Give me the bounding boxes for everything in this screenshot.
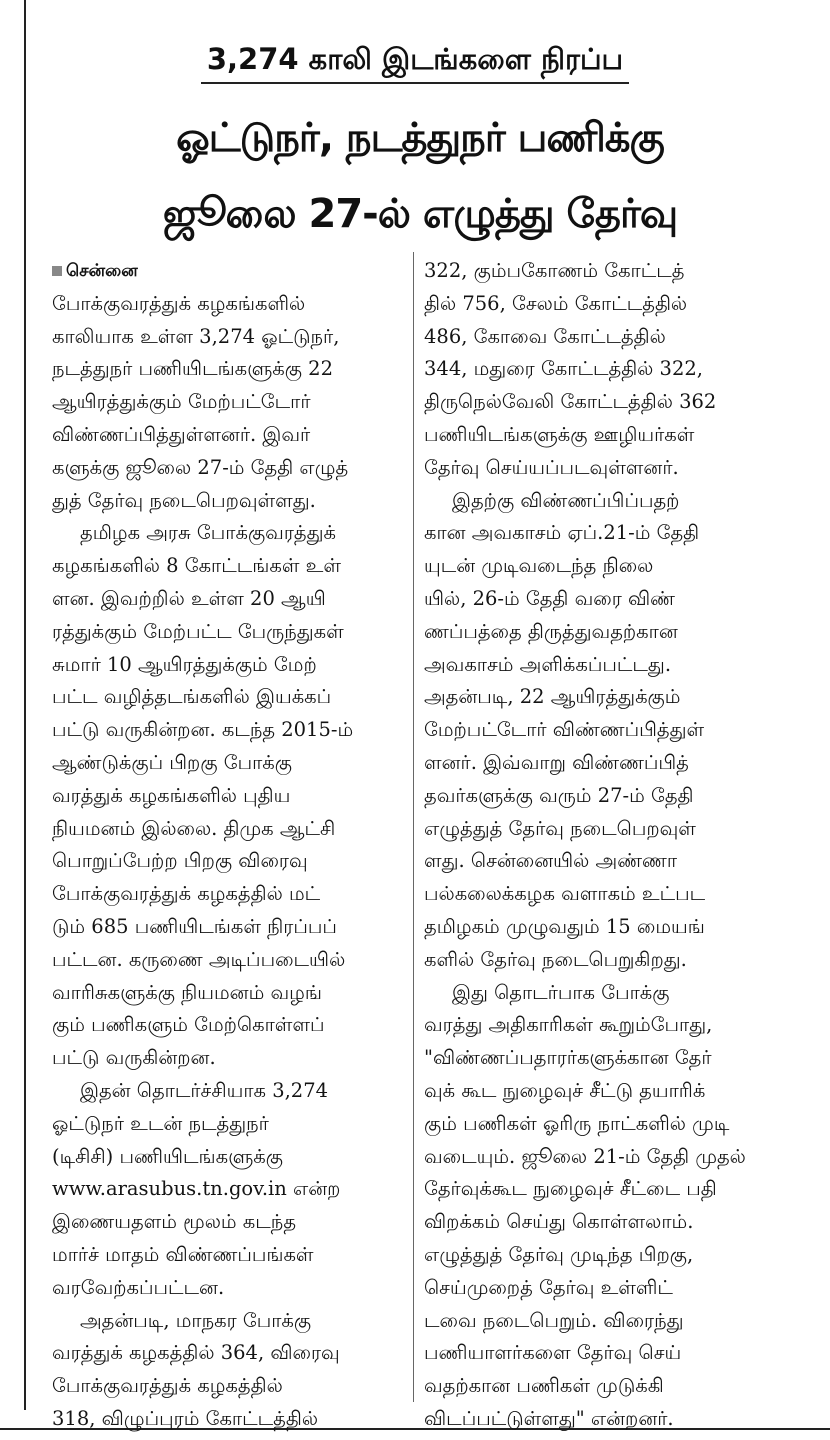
headline <box>30 100 810 252</box>
article-line: இதன் தொடர்ச்சியாக 3,274 <box>80 1078 329 1102</box>
article-line: பட்டு வருகின்றன. கடந்த 2015-ம் <box>52 718 354 742</box>
article-line: வரத்து அதிகாரிகள் கூறும்போது, <box>424 1013 713 1037</box>
left-column-body <box>52 288 404 1436</box>
article-line: ஆயிரத்துக்கும் மேற்பட்டோர் <box>52 390 311 414</box>
dateline <box>52 255 404 288</box>
article-line: பொறுப்பேற்ற பிறகு விரைவு <box>52 849 308 873</box>
article-line: தேர்வுக்கூட நுழைவுச் சீட்டை பதி <box>424 1177 717 1201</box>
article-line: பட்ட வழித்தடங்களில் இயக்கப் <box>52 685 332 709</box>
article-line: கும் பணிகளும் மேற்கொள்ளப் <box>52 1013 325 1037</box>
article-line: வரவேற்கப்பட்டன. <box>52 1275 225 1299</box>
article-line: ணப்பத்தை திருத்துவதற்கான <box>424 619 678 643</box>
article-line: திருநெல்வேலி கோட்டத்தில் 362 <box>424 390 717 414</box>
article-line: வரத்துக் கழகங்களில் புதிய <box>52 783 291 807</box>
kicker-container <box>0 36 830 84</box>
left-border-rule <box>24 0 26 1410</box>
article-line: போக்குவரத்துக் கழகத்தில் மட் <box>52 882 321 906</box>
article-line: மார்ச் மாதம் விண்ணப்பங்கள் <box>52 1242 314 1266</box>
article-line: பல்கலைக்கழக வளாகம் உட்பட <box>424 882 706 906</box>
article-line: யில், 26-ம் தேதி வரை விண் <box>424 586 675 610</box>
right-column-body <box>424 255 788 1436</box>
article-line: விறக்கம் செய்து கொள்ளலாம். <box>424 1210 694 1234</box>
article-line: துத் தேர்வு நடைபெறவுள்ளது. <box>52 488 316 512</box>
article-line: தேர்வு செய்யப்படவுள்ளனர். <box>424 455 679 479</box>
article-line: பணியாளர்களை தேர்வு செய் <box>424 1341 682 1365</box>
article-line: களில் தேர்வு நடைபெறுகிறது. <box>424 947 687 971</box>
article-line: வடையும். ஜூலை 21-ம் தேதி முதல் <box>424 1144 746 1168</box>
article-line: யுடன் முடிவடைந்த நிலை <box>424 554 654 578</box>
dateline-text: சென்னை <box>66 261 138 281</box>
article-line: தவர்களுக்கு வரும் 27-ம் தேதி <box>424 783 694 807</box>
article-column-right <box>424 255 788 1436</box>
article-line: விடப்பட்டுள்ளது" என்றனர். <box>424 1406 674 1430</box>
article-line: தமிழக அரசு போக்குவரத்துக் <box>80 521 336 545</box>
article-line: 318, விழுப்புரம் கோட்டத்தில் <box>52 1406 319 1430</box>
article-line: அதன்படி, மாநகர போக்கு <box>80 1308 312 1332</box>
article-line: அதன்படி, 22 ஆயிரத்துக்கும் <box>424 685 681 709</box>
article-line: கும் பணிகள் ஓரிரு நாட்களில் முடி <box>424 1111 730 1135</box>
article-line: ரத்துக்கும் மேற்பட்ட பேருந்துகள் <box>52 619 344 643</box>
headline-line: ஜூலை 27-ல் எழுத்து தேர்வு <box>162 191 678 237</box>
article-line: பணியிடங்களுக்கு ஊழியர்கள் <box>424 422 695 446</box>
article-line: ஓட்டுநர் உடன் நடத்துநர் <box>52 1111 269 1135</box>
article-line: விண்ணப்பித்துள்ளனர். இவர் <box>52 422 311 446</box>
article-line: கழகங்களில் 8 கோட்டங்கள் உள் <box>52 554 341 578</box>
article-line: வாரிசுகளுக்கு நியமனம் வழங் <box>52 980 322 1004</box>
article-line: அவகாசம் அளிக்கப்பட்டது. <box>424 652 672 676</box>
column-divider <box>413 252 414 1402</box>
article-line: பட்டன. கருணை அடிப்படையில் <box>52 947 346 971</box>
article-line: எழுத்துத் தேர்வு முடிந்த பிறகு, <box>424 1242 694 1266</box>
article-line: தமிழகம் முழுவதும் 15 மையங் <box>424 914 705 938</box>
kicker: 3,274 காலி இடங்களை நிரப்ப <box>201 36 629 84</box>
article-line: சுமார் 10 ஆயிரத்துக்கும் மேற் <box>52 652 317 676</box>
article-line: "விண்ணப்பதாரர்களுக்கான தேர் <box>424 1046 712 1070</box>
article-line: ளனர். இவ்வாறு விண்ணப்பித் <box>424 750 689 774</box>
article-line: ஆண்டுக்குப் பிறகு போக்கு <box>52 750 292 774</box>
article-line: நியமனம் இல்லை. திமுக ஆட்சி <box>52 816 336 840</box>
article-column-left <box>52 255 404 1436</box>
headline-line: ஓட்டுநர், நடத்துநர் பணிக்கு <box>176 115 664 161</box>
article-line: தில் 756, சேலம் கோட்டத்தில் <box>424 291 688 315</box>
article-line: டும் 685 பணியிடங்கள் நிரப்பப் <box>52 914 337 938</box>
article-line: களுக்கு ஜூலை 27-ம் தேதி எழுத் <box>52 455 349 479</box>
article-line: எழுத்துத் தேர்வு நடைபெறவுள் <box>424 816 696 840</box>
article-line: 344, மதுரை கோட்டத்தில் 322, <box>424 357 703 381</box>
article-line: காலியாக உள்ள 3,274 ஓட்டுநர், <box>52 324 340 348</box>
article-line: வுக் கூட நுழைவுச் சீட்டு தயாரிக் <box>424 1078 706 1102</box>
article-line: கான அவகாசம் ஏப்.21-ம் தேதி <box>424 521 700 545</box>
article-line: www.arasubus.tn.gov.in என்ற <box>52 1177 341 1201</box>
article-line: (டிசிசி) பணியிடங்களுக்கு <box>52 1144 283 1168</box>
article-line: செய்முறைத் தேர்வு உள்ளிட் <box>424 1275 673 1299</box>
article-line: டவை நடைபெறும். விரைந்து <box>424 1308 684 1332</box>
article-line: வதற்கான பணிகள் முடுக்கி <box>424 1374 664 1398</box>
article-line: இது தொடர்பாக போக்கு <box>452 980 670 1004</box>
article-line: வரத்துக் கழகத்தில் 364, விரைவு <box>52 1341 340 1365</box>
article-line: பட்டு வருகின்றன. <box>52 1046 216 1070</box>
article-line: ளது. சென்னையில் அண்ணா <box>424 849 678 873</box>
article-line: போக்குவரத்துக் கழகங்களில் <box>52 291 306 315</box>
article-line: போக்குவரத்துக் கழகத்தில் <box>52 1374 283 1398</box>
article-line: 322, கும்பகோணம் கோட்டத் <box>424 259 685 282</box>
article-line: இணையதளம் மூலம் கடந்த <box>52 1210 297 1234</box>
article-line: 486, கோவை கோட்டத்தில் <box>424 324 666 348</box>
article-line: நடத்துநர் பணியிடங்களுக்கு 22 <box>52 357 333 381</box>
article-line: இதற்கு விண்ணப்பிப்பதற் <box>452 488 680 512</box>
article-line: ளன. இவற்றில் உள்ள 20 ஆயி <box>52 586 326 610</box>
dateline-square-icon <box>52 266 62 276</box>
article-line: மேற்பட்டோர் விண்ணப்பித்துள் <box>424 718 705 742</box>
